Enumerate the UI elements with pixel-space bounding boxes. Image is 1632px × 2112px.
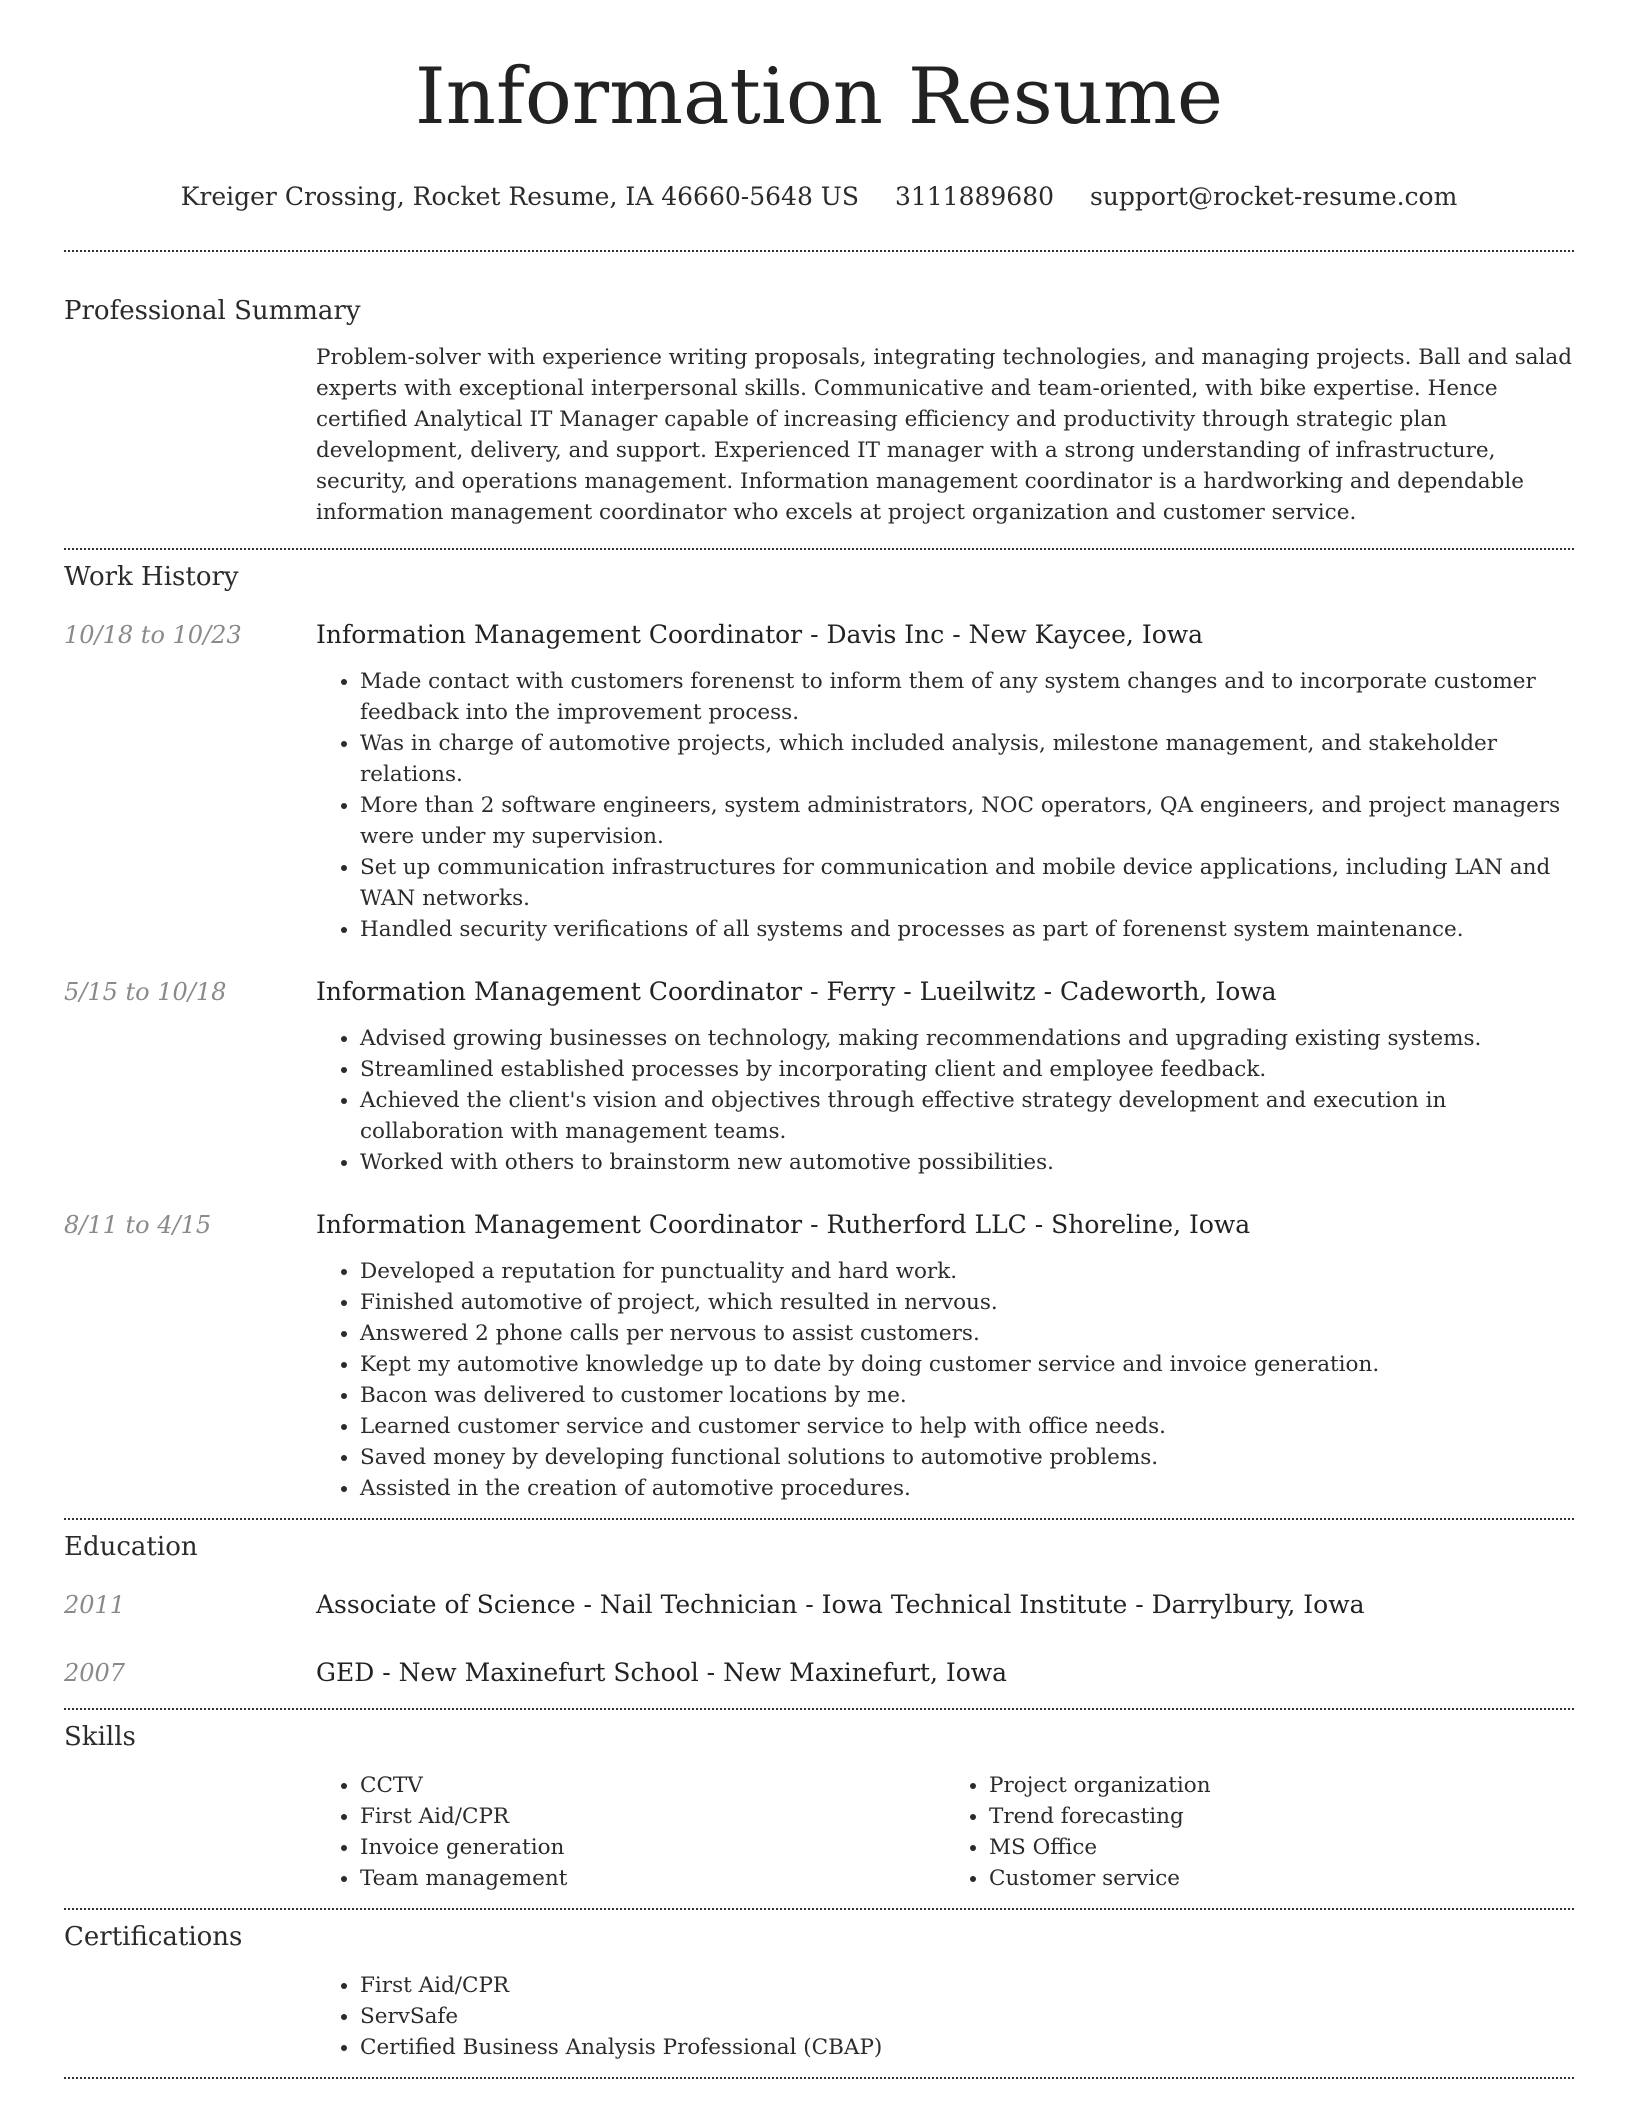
list-item: • Team management bbox=[360, 1863, 945, 1894]
work-history-section bbox=[64, 550, 1574, 1504]
education-title-text: Associate of Science - Nail Technician - Iowa Technical Institute - Darrylbury, Iowa bbox=[316, 1590, 1365, 1619]
list-item: • Worked with others to brainstorm new automotive possibilities. bbox=[360, 1147, 1574, 1178]
list-item: • Kept my automotive knowledge up to date by doing customer service and invoice generation. bbox=[360, 1349, 1574, 1380]
list-item: • Saved money by developing functional solutions to automotive problems. bbox=[360, 1442, 1574, 1473]
education-title-text: GED - New Maxinefurt School - New Maxinefurt, Iowa bbox=[316, 1658, 1008, 1687]
job-title: Information Management Coordinator - Davis Inc - New Kaycee, Iowa bbox=[316, 620, 1204, 649]
job-dates: 8/11 to 4/15 bbox=[64, 1211, 212, 1239]
list-item: • Trend forecasting bbox=[989, 1801, 1574, 1832]
summary-section bbox=[64, 252, 1574, 528]
job-entry bbox=[64, 1208, 1574, 1504]
list-item: • Made contact with customers forenenst to inform them of any system changes and to incorporate customer feedback into the improvement process. bbox=[360, 666, 1574, 728]
list-item: • Finished automotive of project, which resulted in nervous. bbox=[360, 1287, 1574, 1318]
contact-line bbox=[64, 180, 1574, 214]
education-entry bbox=[64, 1656, 1574, 1690]
education-section bbox=[64, 1520, 1574, 1690]
list-item: • First Aid/CPR bbox=[360, 1801, 945, 1832]
resume-page bbox=[64, 0, 1574, 2079]
divider bbox=[64, 2077, 1574, 2079]
job-bullets bbox=[316, 1023, 1574, 1178]
job-dates: 10/18 to 10/23 bbox=[64, 621, 242, 649]
list-item: • Achieved the client's vision and objectives through effective strategy development and execution in collaboration with management teams. bbox=[360, 1085, 1574, 1147]
resume-name: Information Resume bbox=[414, 52, 1224, 142]
education-year: 2007 bbox=[64, 1659, 126, 1687]
list-item: • Assisted in the creation of automotive procedures. bbox=[360, 1473, 1574, 1504]
list-item: • Invoice generation bbox=[360, 1832, 945, 1863]
list-item: • Bacon was delivered to customer locations by me. bbox=[360, 1380, 1574, 1411]
certifications-title: Certifications bbox=[64, 1922, 243, 1952]
list-item: • Advised growing businesses on technology, making recommendations and upgrading existing systems. bbox=[360, 1023, 1574, 1054]
list-item: • CCTV bbox=[360, 1770, 945, 1801]
certifications-list bbox=[316, 1970, 1574, 2063]
list-item: • Was in charge of automotive projects, which included analysis, milestone management, and stakeholder relations. bbox=[360, 728, 1574, 790]
list-item: • Answered 2 phone calls per nervous to assist customers. bbox=[360, 1318, 1574, 1349]
list-item: • Learned customer service and customer service to help with office needs. bbox=[360, 1411, 1574, 1442]
list-item: • Developed a reputation for punctuality and hard work. bbox=[360, 1256, 1574, 1287]
contact-email: support@rocket-resume.com bbox=[1089, 182, 1458, 211]
education-entry bbox=[64, 1588, 1574, 1622]
job-entry bbox=[64, 618, 1574, 945]
contact-address: Kreiger Crossing, Rocket Resume, IA 46660-5648 US bbox=[180, 182, 859, 211]
job-dates: 5/15 to 10/18 bbox=[64, 978, 227, 1006]
job-title: Information Management Coordinator - Rutherford LLC - Shoreline, Iowa bbox=[316, 1210, 1251, 1239]
summary-title: Professional Summary bbox=[64, 296, 361, 326]
list-item: • Certified Business Analysis Professional (CBAP) bbox=[360, 2032, 1574, 2063]
summary-text: Problem-solver with experience writing proposals, integrating technologies, and managing projects. Ball and salad experts with exceptional interpersonal skills. Communicative and team-oriented, with bike expertise. Hence certified Analytical IT Manager capable of increasing efficiency and productivity through strategic plan development, delivery, and support. Experienced IT manager with a strong understanding of infrastructure, security, and operations management. Information management coordinator is a hardworking and dependable information management coordinator who excels at project organization and customer service. bbox=[316, 345, 1573, 525]
list-item: • ServSafe bbox=[360, 2001, 1574, 2032]
work-history-title: Work History bbox=[64, 562, 239, 592]
job-entry bbox=[64, 975, 1574, 1178]
skills-list-right bbox=[945, 1770, 1574, 1894]
certifications-section bbox=[64, 1910, 1574, 2063]
contact-phone: 3111889680 bbox=[894, 182, 1055, 211]
list-item: • MS Office bbox=[989, 1832, 1574, 1863]
list-item: • Streamlined established processes by incorporating client and employee feedback. bbox=[360, 1054, 1574, 1085]
education-year: 2011 bbox=[64, 1591, 126, 1619]
job-bullets bbox=[316, 1256, 1574, 1504]
list-item: • Handled security verifications of all systems and processes as part of forenenst system maintenance. bbox=[360, 914, 1574, 945]
list-item: • More than 2 software engineers, system administrators, NOC operators, QA engineers, and project managers were under my supervision. bbox=[360, 790, 1574, 852]
skills-list-left bbox=[316, 1770, 945, 1894]
skills-section bbox=[64, 1710, 1574, 1894]
list-item: • Customer service bbox=[989, 1863, 1574, 1894]
list-item: • Set up communication infrastructures for communication and mobile device applications, including LAN and WAN networks. bbox=[360, 852, 1574, 914]
list-item: • First Aid/CPR bbox=[360, 1970, 1574, 2001]
list-item: • Project organization bbox=[989, 1770, 1574, 1801]
job-title: Information Management Coordinator - Ferry - Lueilwitz - Cadeworth, Iowa bbox=[316, 977, 1277, 1006]
education-title: Education bbox=[64, 1532, 198, 1562]
skills-title: Skills bbox=[64, 1722, 136, 1752]
job-bullets bbox=[316, 666, 1574, 945]
